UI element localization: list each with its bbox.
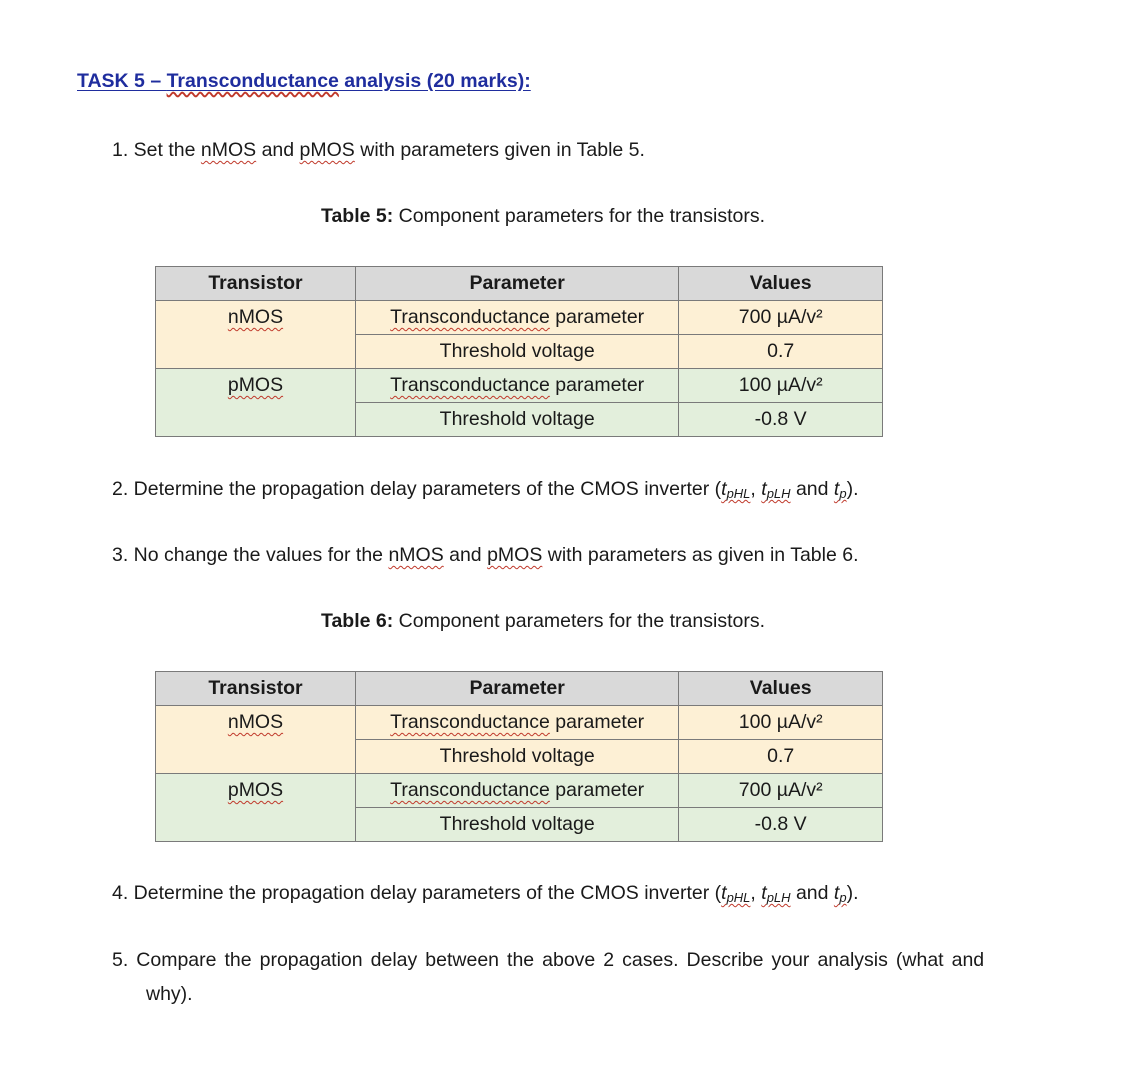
table-5	[155, 266, 883, 437]
table-row	[156, 740, 883, 774]
value-cell: 100 µA/v²	[679, 369, 883, 403]
header-parameter: Parameter	[355, 672, 678, 706]
value-cell: 0.7	[679, 335, 883, 369]
table-header-row	[156, 267, 883, 301]
value-cell: 700 µA/v²	[679, 301, 883, 335]
parameter-cell: Transconductance parameter	[355, 774, 678, 808]
transistor-cell: nMOS	[156, 706, 356, 740]
value-cell: 0.7	[679, 740, 883, 774]
parameter-cell: Threshold voltage	[355, 808, 678, 842]
header-transistor: Transistor	[156, 267, 356, 301]
table-row	[156, 774, 883, 808]
step-1: 1. Set the nMOS and pMOS with parameters given in Table 5.	[112, 139, 645, 161]
table-row	[156, 335, 883, 369]
transistor-cell	[156, 335, 356, 369]
step-4: 4. Determine the propagation delay parameters of the CMOS inverter ($t_{pHL}$, $t_{pLH}$ and $t_p$).	[112, 882, 859, 905]
transistor-cell	[156, 740, 356, 774]
table-row	[156, 808, 883, 842]
table-header-row	[156, 672, 883, 706]
header-values: Values	[679, 267, 883, 301]
table-row	[156, 706, 883, 740]
transistor-cell: pMOS	[156, 369, 356, 403]
task-heading: TASK 5 – Transconductance analysis (20 marks):	[77, 70, 531, 92]
parameter-cell: Threshold voltage	[355, 403, 678, 437]
transistor-cell: pMOS	[156, 774, 356, 808]
table-row	[156, 403, 883, 437]
header-parameter: Parameter	[355, 267, 678, 301]
header-transistor: Transistor	[156, 672, 356, 706]
table-row	[156, 369, 883, 403]
step-5-line-2: why).	[146, 983, 193, 1005]
table-5-caption: Table 5: Component parameters for the transistors.	[321, 205, 765, 227]
step-2: 2. Determine the propagation delay parameters of the CMOS inverter ($t_{pHL}$, $t_{pLH}$ and $t_p$).	[112, 478, 859, 501]
parameter-cell: Threshold voltage	[355, 740, 678, 774]
transistor-cell	[156, 808, 356, 842]
header-values: Values	[679, 672, 883, 706]
transistor-cell	[156, 403, 356, 437]
value-cell: 700 µA/v²	[679, 774, 883, 808]
table-row	[156, 301, 883, 335]
table-6	[155, 671, 883, 842]
value-cell: 100 µA/v²	[679, 706, 883, 740]
parameter-cell: Transconductance parameter	[355, 301, 678, 335]
parameter-cell: Threshold voltage	[355, 335, 678, 369]
parameter-cell: Transconductance parameter	[355, 706, 678, 740]
step-3: 3. No change the values for the nMOS and pMOS with parameters as given in Table 6.	[112, 544, 859, 566]
parameter-cell: Transconductance parameter	[355, 369, 678, 403]
value-cell: -0.8 V	[679, 403, 883, 437]
transistor-cell: nMOS	[156, 301, 356, 335]
step-5-line-1: 5. Compare the propagation delay between the above 2 cases. Describe your analysis (what and	[112, 949, 985, 971]
table-6-caption: Table 6: Component parameters for the transistors.	[321, 610, 765, 632]
value-cell: -0.8 V	[679, 808, 883, 842]
